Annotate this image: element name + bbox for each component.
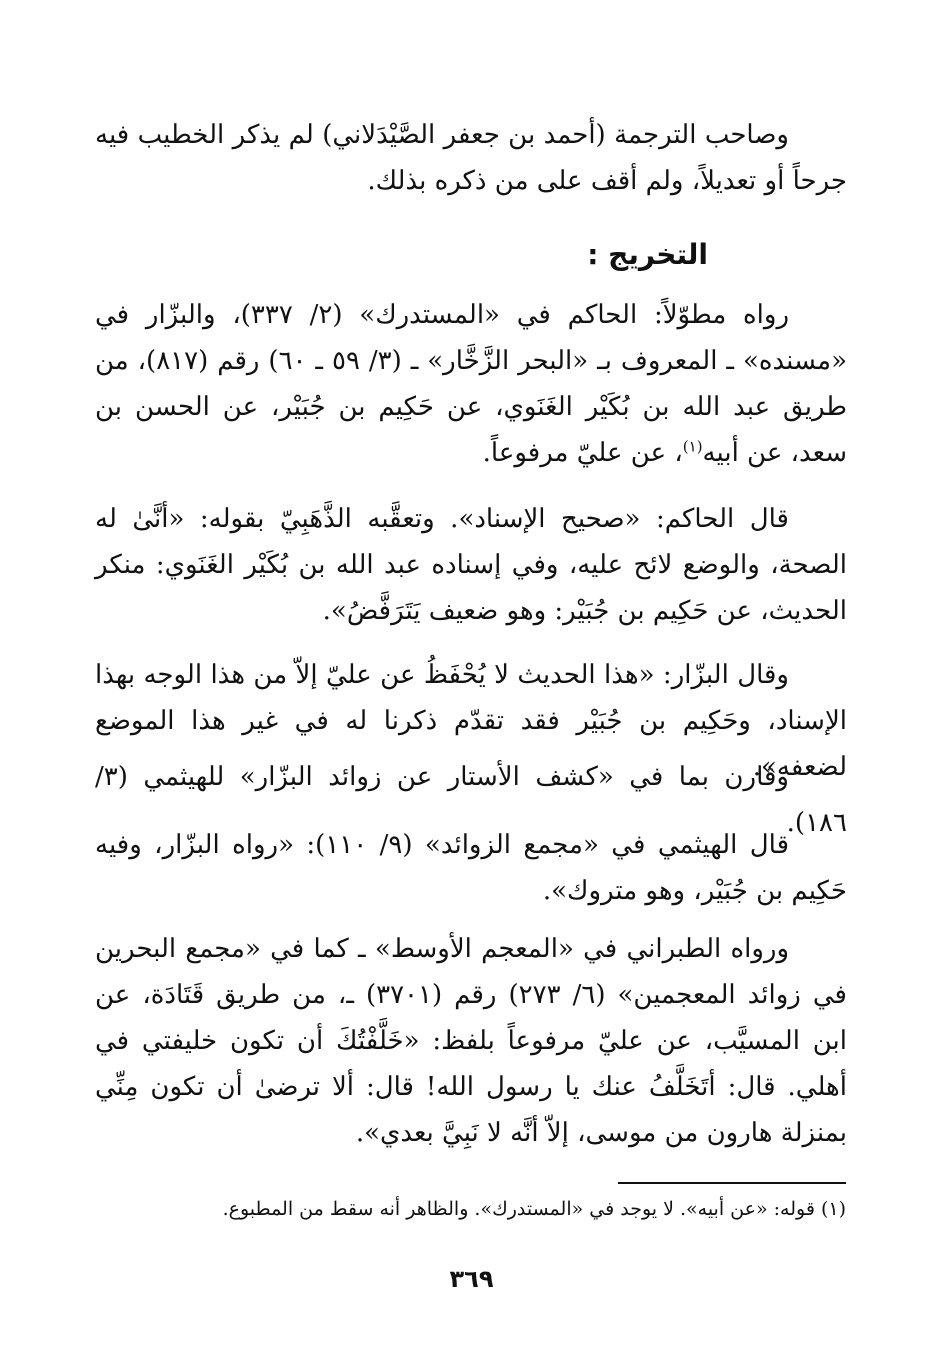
paragraph-text: رواه مطوّلاً: الحاكم في «المستدرك» (٢/ ٣٣٧)، والبزّار في «مسنده» ـ المعروف بـ «البحر الزَّخَّار» ـ (٣/ ٥٩ ـ ٦٠) رقم (٨١٧)، من طريق عبد الله بن بُكَيْر الغَنَوي، عن حَكِيم بن جُبَيْر، عن الحسن بن سعد، عن أبيه (95, 300, 847, 468)
paragraph-text: وقال البزّار: «هذا الحديث لا يُحْفَظُ عن عليّ إلاّ من هذا الوجه بهذا الإسناد، وحَكِيم بن جُبَيْر فقد تقدّم ذكرنا له في غير هذا الموضع لضعفه». (95, 660, 847, 782)
paragraph-text: قال الحاكم: «صحيح الإسناد». وتعقَّبه الذَّهَبِيّ بقوله: «أنَّىٰ له الصحة، والوضع لائح عليه، وفي إسناده عبد الله بن بُكَيْر الغَنَوي: منكر الحديث، عن حَكِيم بن جُبَيْر: وهو ضعيف يَتَرَفَّضُ». (95, 504, 847, 626)
paragraph-text: ورواه الطبراني في «المعجم الأوسط» ـ كما في «مجمع البحرين في زوائد المعجمين» (٦/ ٢٧٣) رقم (٣٧٠١) ـ، من طريق قَتَادَة، عن ابن المسيَّب، عن عليّ مرفوعاً بلفظ: «خَلَّفْتُكَ أن تكون خليفتي في أهلي. قال: أتَخَلَّفُ عنك يا رسول الله! قال: ألا ترضىٰ أن تكون مِنِّي بمنزلة هارون من موسى، إلاّ أنَّه لا نَبِيَّ بعدي». (95, 934, 847, 1148)
section-heading-takhrij: التخريج : (587, 238, 708, 271)
paragraph-text: قال الهيثمي في «مجمع الزوائد» (٩/ ١١٠): «رواه البزّار، وفيه حَكِيم بن جُبَيْر، وهو متروك». (95, 830, 847, 906)
footnote-reference: (١) (682, 437, 703, 456)
paragraph-tabarani (95, 926, 847, 1156)
footnote: (١) قوله: «عن أبيه». لا يوجد في «المستدرك». والظاهر أنه سقط من المطبوع. (222, 1198, 846, 1220)
paragraph-haythami (95, 822, 847, 914)
paragraph-narration (95, 292, 847, 476)
paragraph-text-continued: ، عن عليّ مرفوعاً. (482, 438, 683, 468)
page-number: ٣٦٩ (449, 1265, 494, 1293)
footnote-divider (618, 1182, 846, 1184)
paragraph-text: وصاحب الترجمة (أحمد بن جعفر الصَّيْدَلاني) لم يذكر الخطيب فيه جرحاً أو تعديلاً، ولم أقف على من ذكره بذلك. (95, 120, 847, 196)
paragraph-text: وقارن بما في «كشف الأستار عن زوائد البزّار» للهيثمي (٣/ ١٨٦). (95, 762, 847, 838)
paragraph-hakim-comment (95, 496, 847, 634)
paragraph-translator-note (95, 112, 847, 204)
